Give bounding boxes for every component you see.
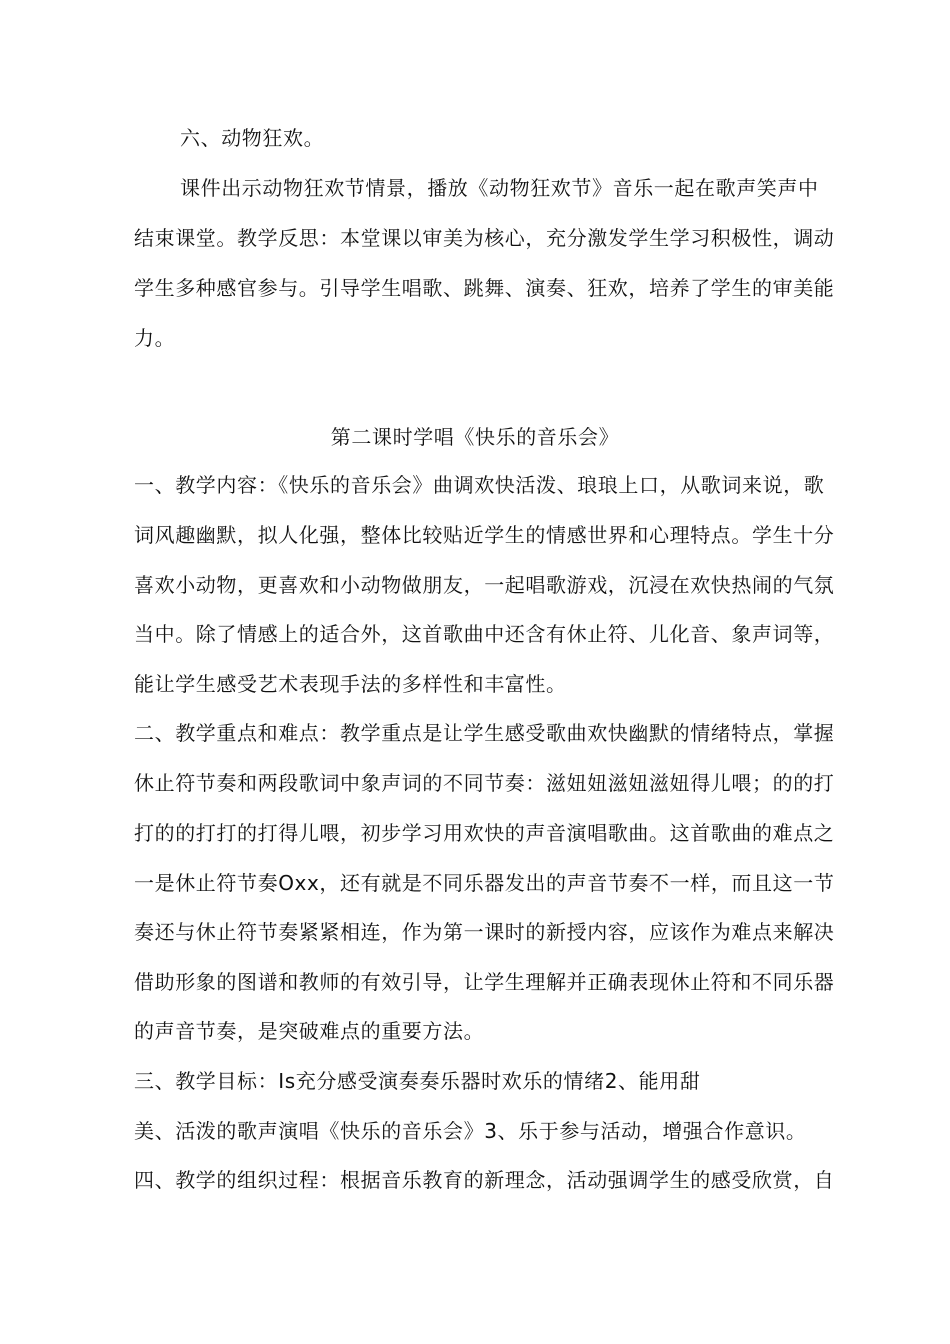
- paragraph-line: 二、教学重点和难点：教学重点是让学生感受歌曲欢快幽默的情绪特点，掌握: [134, 721, 835, 745]
- paragraph-line: 一、教学内容：《快乐的音乐会》曲调欢快活泼、琅琅上口，从歌词来说，歌: [134, 473, 825, 497]
- paragraph-line: 休止符节奏和两段歌词中象声词的不同节奏：滋妞妞滋妞滋妞得儿喂；的的打: [134, 771, 835, 795]
- paragraph-line: 喜欢小动物，更喜欢和小动物做朋友，一起唱歌游戏，沉浸在欢快热闹的气氛: [134, 573, 835, 597]
- paragraph-line: 课件出示动物狂欢节情景，播放《动物狂欢节》音乐一起在歌声笑声中: [180, 176, 819, 200]
- paragraph-line: 能让学生感受艺术表现手法的多样性和丰富性。: [134, 672, 567, 696]
- paragraph-line: 学生多种感官参与。引导学生唱歌、跳舞、演奏、狂欢，培养了学生的审美能: [134, 276, 835, 300]
- paragraph-line: 的声音节奏，是突破难点的重要方法。: [134, 1019, 485, 1043]
- paragraph-line: 奏还与休止符节奏紧紧相连，作为第一课时的新授内容，应该作为难点来解决: [134, 920, 835, 944]
- paragraph-line: 美、活泼的歌声演唱《快乐的音乐会》3、乐于参与活动，增强合作意识。: [134, 1119, 807, 1143]
- paragraph-line: 结束课堂。教学反思：本堂课以审美为核心，充分激发学生学习积极性，调动: [134, 226, 835, 250]
- lesson-title: 第二课时学唱《快乐的音乐会》: [330, 425, 620, 449]
- section-heading: 六、动物狂欢。: [180, 126, 325, 150]
- paragraph-line: 打的的打打的打得儿喂，初步学习用欢快的声音演唱歌曲。这首歌曲的难点之: [134, 821, 835, 845]
- paragraph-line: 当中。除了情感上的适合外，这首歌曲中还含有休止符、儿化音、象声词等，: [134, 622, 835, 646]
- paragraph-line: 借助形象的图谱和教师的有效引导，让学生理解并正确表现休止符和不同乐器: [134, 970, 835, 994]
- paragraph-line: 一是休止符节奏Oxx，还有就是不同乐器发出的声音节奏不一样，而且这一节: [134, 871, 835, 895]
- paragraph-line: 三、教学目标：Is充分感受演奏奏乐器时欢乐的情绪2、能用甜: [134, 1069, 701, 1093]
- paragraph-line: 力。: [134, 326, 176, 350]
- paragraph-line: 词风趣幽默，拟人化强，整体比较贴近学生的情感世界和心理特点。学生十分: [134, 523, 835, 547]
- paragraph-line: 四、教学的组织过程：根据音乐教育的新理念，活动强调学生的感受欣赏，自: [134, 1168, 835, 1192]
